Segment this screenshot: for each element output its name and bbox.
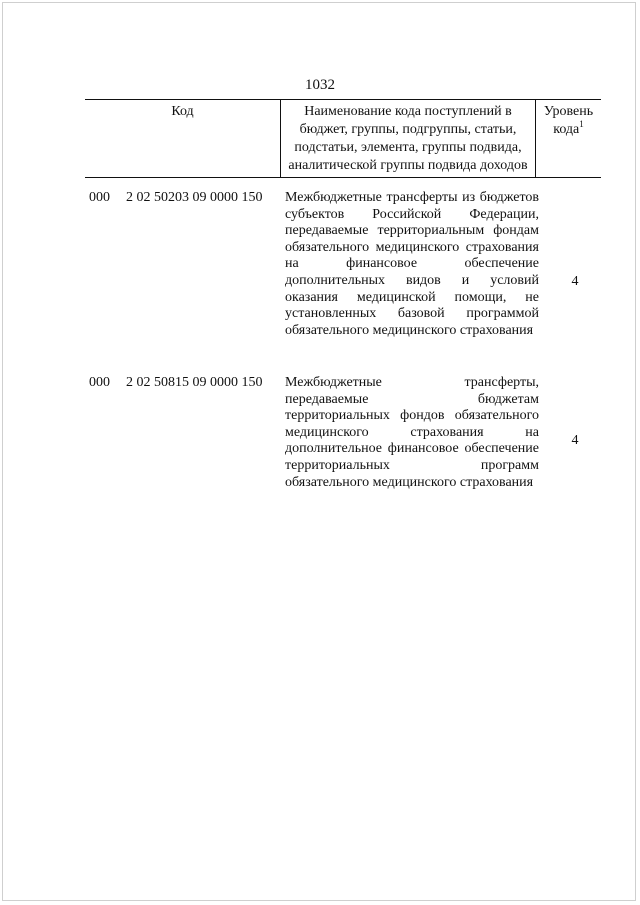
footnote-marker: 1 <box>579 119 584 129</box>
column-header-name: Наименование кода поступлений в бюджет, группы, подгруппы, статьи, подстатьи, элемента, группы подвида, аналитической группы подвида доходов <box>281 100 536 178</box>
column-header-code: Код <box>85 100 281 178</box>
income-name: Межбюджетные трансферты из бюджетов субъектов Российской Федерации, передаваемые территориальным фондам обязательного медицинского страхования на финансовое обеспечение дополнительных видов и условий оказания медицинской помощи, не установленных базовой программой обязательного медицинского страхования <box>285 190 539 338</box>
code-level: 4 <box>571 274 579 289</box>
page-number: 1032 <box>305 77 335 93</box>
code-level: 4 <box>571 433 579 448</box>
income-name: Межбюджетные трансферты, передаваемые бюджетам территориальных фондов обязательного медицинского страхования на дополнительное финансовое обеспечение территориальных программ обязательного медицинского страхования <box>285 375 539 490</box>
admin-code: 000 <box>89 190 110 205</box>
table-header <box>85 99 601 178</box>
column-header-level: Уровень кода$^1$ <box>536 100 602 178</box>
income-code: 2 02 50203 09 0000 150 <box>126 190 263 205</box>
income-code: 2 02 50815 09 0000 150 <box>126 375 263 390</box>
admin-code: 000 <box>89 375 110 390</box>
